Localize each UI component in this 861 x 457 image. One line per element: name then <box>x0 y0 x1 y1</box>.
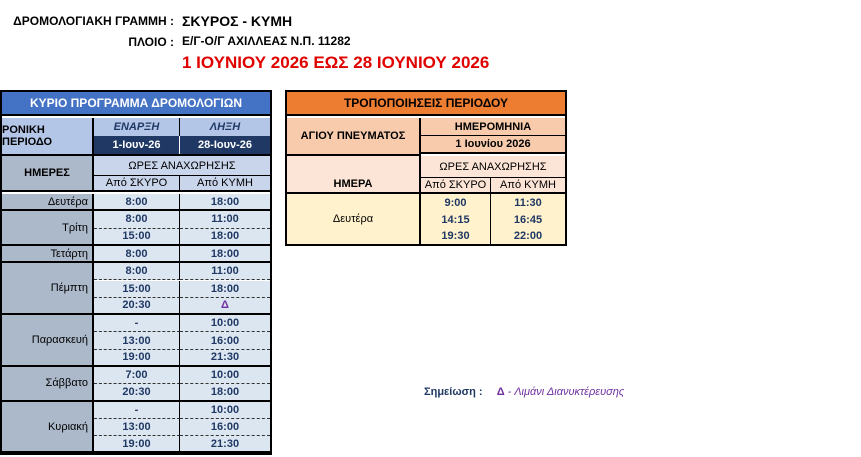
day-name: Τρίτη <box>2 211 94 246</box>
from-skyros-header: Από ΣΚΥΡΟ <box>94 176 180 192</box>
departure-from-kymi: 16:00 <box>180 419 270 436</box>
departure-from-kymi: 10:00 <box>180 402 270 419</box>
changes-time: 16:45 <box>491 211 565 228</box>
date-label: ΗΜΕΡΟΜΗΝΙΑ <box>421 118 565 136</box>
departure-from-skyros: 20:30 <box>94 384 180 401</box>
changes-departures-header: ΩΡΕΣ ΑΝΑΧΩΡΗΣΗΣ <box>421 156 565 178</box>
departure-from-kymi: 10:00 <box>180 315 270 332</box>
departure-from-skyros: 19:00 <box>94 436 180 453</box>
day-header: ΗΜΕΡΑ <box>287 156 421 194</box>
departure-from-skyros: 7:00 <box>94 367 180 384</box>
route-label: ΔΡΟΜΟΛΟΓΙΑΚΗ ΓΡΑΜΜΗ : <box>13 14 174 28</box>
modifications-table <box>285 90 567 246</box>
departure-from-kymi: 18:00 <box>180 246 270 263</box>
departure-from-skyros: 8:00 <box>94 246 180 263</box>
departure-from-skyros: 20:30 <box>94 298 180 315</box>
day-name: Τετάρτη <box>2 246 94 263</box>
note-text: - Λιμάνι Διανυκτέρευσης <box>504 386 625 398</box>
day-name: Παρασκευή <box>2 315 94 367</box>
main-schedule-title: ΚΥΡΙΟ ΠΡΟΓΡΑΜΜΑ ΔΡΟΜΟΛΟΓΙΩΝ <box>2 92 270 116</box>
end-date: 28-Ιουν-26 <box>180 136 270 154</box>
date-value: 1 Ιουνίου 2026 <box>421 136 565 154</box>
departure-from-skyros: 8:00 <box>94 194 180 211</box>
changes-time: 22:00 <box>491 228 565 244</box>
period-label: ΡΟΝΙΚΗ ΠΕΡΙΟΔΟ <box>2 118 94 154</box>
departure-from-skyros: 8:00 <box>94 263 180 280</box>
day-name: Δευτέρα <box>2 194 94 211</box>
changes-time: 9:00 <box>421 194 491 211</box>
note <box>424 386 624 398</box>
note-symbol: Δ <box>496 386 505 398</box>
departure-from-kymi: 18:00 <box>180 281 270 298</box>
departure-from-skyros: 8:00 <box>94 211 180 228</box>
changes-day: Δευτέρα <box>287 194 421 244</box>
departure-from-kymi: 21:30 <box>180 436 270 453</box>
departure-from-skyros: 15:00 <box>94 229 180 246</box>
changes-time: 11:30 <box>491 194 565 211</box>
departure-from-kymi: Δ <box>180 298 270 315</box>
ship-value: Ε/Γ-Ο/Γ ΑΧΙΛΛΕΑΣ Ν.Π. 11282 <box>182 34 351 48</box>
departure-from-skyros: - <box>94 315 180 332</box>
departure-from-skyros: 13:00 <box>94 419 180 436</box>
ship-label: ΠΛΟΙΟ : <box>128 35 174 49</box>
departure-from-skyros: 13:00 <box>94 332 180 349</box>
days-header: ΗΜΕΡΕΣ <box>2 154 94 192</box>
day-name: Πέμπτη <box>2 263 94 315</box>
start-date: 1-Ιουν-26 <box>94 136 180 154</box>
departure-from-kymi: 18:00 <box>180 229 270 246</box>
departures-header: ΩΡΕΣ ΑΝΑΧΩΡΗΣΗΣ <box>94 154 270 176</box>
holiday-name: ΑΓΙΟΥ ΠΝΕΥΜΑΤΟΣ <box>287 118 421 156</box>
changes-time: 14:15 <box>421 211 491 228</box>
departure-from-kymi: 11:00 <box>180 211 270 228</box>
departure-from-skyros: 19:00 <box>94 350 180 367</box>
from-kymi-header: Από ΚΥΜΗ <box>180 176 270 192</box>
departure-from-kymi: 18:00 <box>180 384 270 401</box>
changes-from-kymi: Από ΚΥΜΗ <box>491 178 565 194</box>
start-label: ΕΝΑΡΞΗ <box>94 118 180 136</box>
changes-time: 19:30 <box>421 228 491 244</box>
period-title: 1 ΙΟΥΝΙΟΥ 2026 ΕΩΣ 28 ΙΟΥΝΙΟΥ 2026 <box>182 53 490 72</box>
end-label: ΛΗΞΗ <box>180 118 270 136</box>
departure-from-skyros: - <box>94 402 180 419</box>
departure-from-kymi: 11:00 <box>180 263 270 280</box>
day-name: Σάββατο <box>2 367 94 402</box>
note-label: Σημείωση : <box>424 386 483 398</box>
departure-from-kymi: 18:00 <box>180 194 270 211</box>
changes-from-skyros: Από ΣΚΥΡΟ <box>421 178 491 194</box>
day-name: Κυριακή <box>2 402 94 454</box>
route-value: ΣΚΥΡΟΣ - ΚΥΜΗ <box>182 13 293 29</box>
departure-from-kymi: 10:00 <box>180 367 270 384</box>
departure-from-kymi: 16:00 <box>180 332 270 349</box>
modifications-title: ΤΡΟΠΟΠΟΙΗΣΕΙΣ ΠΕΡΙΟΔΟΥ <box>287 92 565 116</box>
main-schedule-table <box>0 90 272 455</box>
departure-from-kymi: 21:30 <box>180 350 270 367</box>
departure-from-skyros: 15:00 <box>94 281 180 298</box>
